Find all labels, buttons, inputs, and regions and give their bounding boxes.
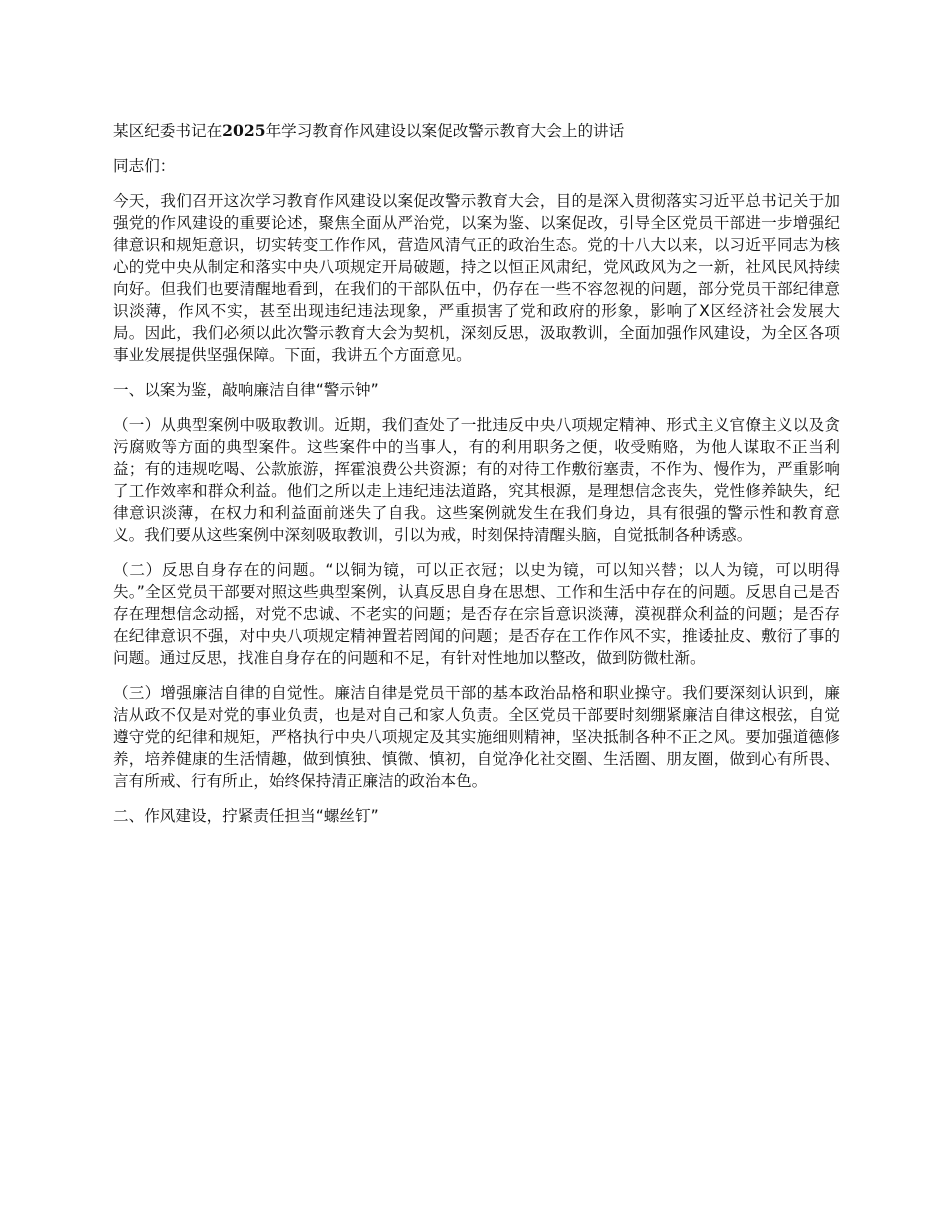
section2-heading: 二、作风建设，拧紧责任担当“螺丝钉” (113, 807, 379, 825)
section1-paragraph-1: （一）从典型案例中吸取教训。近期，我们查处了一批违反中央八项规定精神、形式主义官僚主义以及贪污腐败等方面的典型案件。这些案件中的当事人，有的利用职务之便，收受贿赂，为他人谋取不正当利益；有的违规吃喝、公款旅游，挥霍浪费公共资源；有的对待工作敷衍塞责，不作为、慢作为，严重影响了工作效率和群众利益。他们之所以走上违纪违法道路，究其根源，是理想信念丧失，党性修养缺失，纪律意识淡薄，在权力和利益面前迷失了自我。这些案例就发生在我们身边，具有很强的警示性和教育意义。我们要从这些案例中深刻吸取教训，引以为戒，时刻保持清醒头脑，自觉抵制各种诱惑。 (113, 416, 840, 544)
document-page (113, 120, 840, 840)
intro-paragraph: 今天，我们召开这次学习教育作风建设以案促改警示教育大会，目的是深入贯彻落实习近平总书记关于加强党的作风建设的重要论述，聚焦全面从严治党，以案为鉴、以案促改，引导全区党员干部进一步增强纪律意识和规矩意识，切实转变工作作风，营造风清气正的政治生态。党的十八大以来，以习近平同志为核心的党中央从制定和落实中央八项规定开局破题，持之以恒正风肃纪，党风政风为之一新，社风民风持续向好。但我们也要清醒地看到，在我们的干部队伍中，仍存在一些不容忽视的问题，部分党员干部纪律意识淡薄，作风不实，甚至出现违纪违法现象，严重损害了党和政府的形象，影响了X区经济社会发展大局。因此，我们必须以此次警示教育大会为契机，深刻反思，汲取教训，全面加强作风建设，为全区各项事业发展提供坚强保障。下面，我讲五个方面意见。 (113, 192, 840, 364)
section1-paragraph-3: （三）增强廉洁自律的自觉性。廉洁自律是党员干部的基本政治品格和职业操守。我们要深刻认识到，廉洁从政不仅是对党的事业负责，也是对自己和家人负责。全区党员干部要时刻绷紧廉洁自律这根弦，自觉遵守党的纪律和规矩，严格执行中央八项规定及其实施细则精神，坚决抵制各种不正之风。要加强道德修养，培养健康的生活情趣，做到慎独、慎微、慎初，自觉净化社交圈、生活圈、朋友圈，做到心有所畏、言有所戒、行有所止，始终保持清正廉洁的政治本色。 (113, 684, 840, 790)
document-title (113, 120, 840, 142)
title-prefix: 某区纪委书记在 (113, 122, 223, 140)
title-suffix: 年学习教育作风建设以案促改警示教育大会上的讲话 (265, 122, 625, 140)
section1-heading: 一、以案为鉴，敲响廉洁自律“警示钟” (113, 381, 379, 399)
section1-paragraph-2: （二）反思自身存在的问题。“以铜为镜，可以正衣冠；以史为镜，可以知兴替；以人为镜，可以明得失。”全区党员干部要对照这些典型案例，认真反思自身在思想、工作和生活中存在的问题。反思自己是否存在理想信念动摇，对党不忠诚、不老实的问题；是否存在宗旨意识淡薄，漠视群众利益的问题；是否存在纪律意识不强，对中央八项规定精神置若罔闻的问题；是否存在工作作风不实，推诿扯皮、敷衍了事的问题。通过反思，找准自身存在的问题和不足，有针对性地加以整改，做到防微杜渐。 (113, 561, 840, 667)
salutation: 同志们： (113, 157, 176, 175)
title-year: 2025 (222, 121, 266, 140)
